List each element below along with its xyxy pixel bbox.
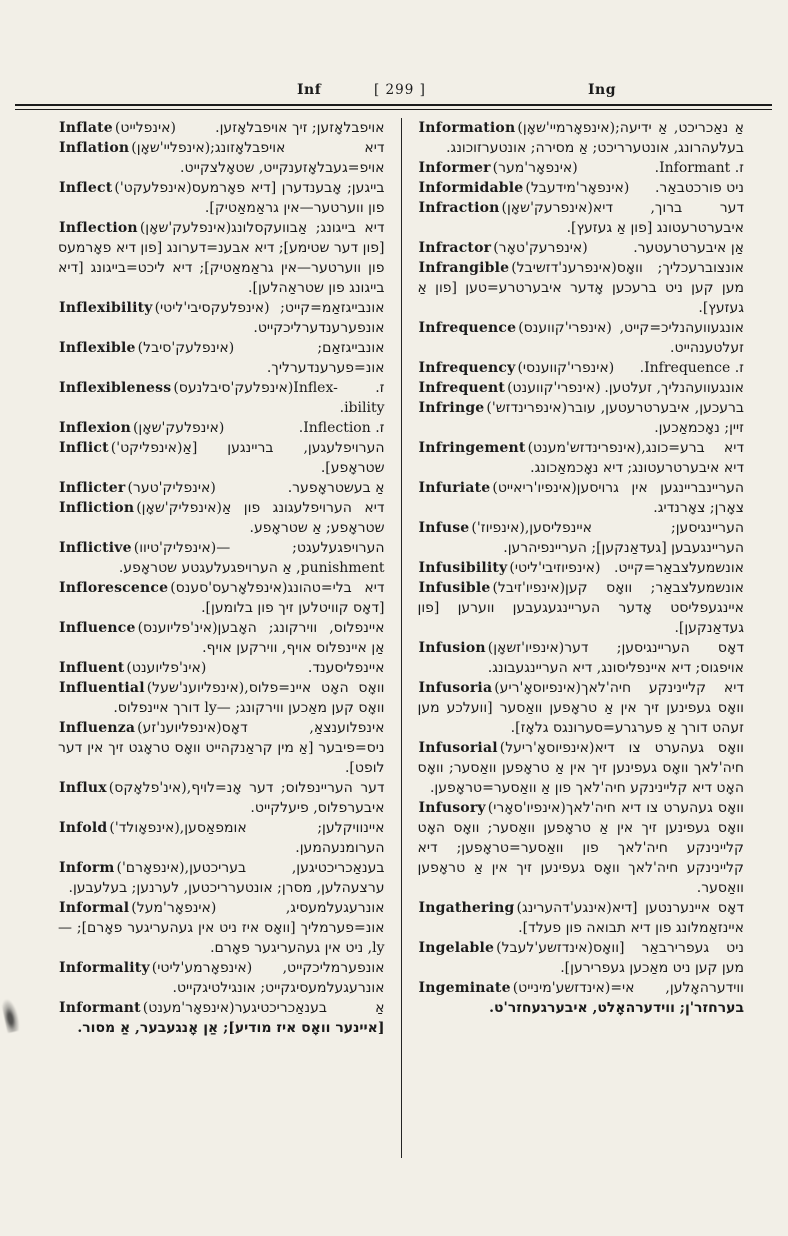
dictionary-entry: [418, 898, 745, 938]
headword: Infuse: [418, 520, 470, 536]
dictionary-entry: [58, 138, 385, 178]
headword-transliteration: (אינפרי'קווענס): [518, 320, 612, 336]
definition-text: איינפלוס, ווירקונג; האָבען אַן איינפלוס אויף, ווירקען אויף.: [202, 620, 385, 656]
dictionary-entry: [418, 738, 745, 798]
headword-group: [418, 358, 615, 378]
headword-transliteration: (אינפליוענ'שעל): [146, 680, 245, 696]
headword-group: [418, 938, 593, 958]
headword-group: [58, 378, 293, 398]
dictionary-entry: [58, 858, 385, 898]
headword: Informant: [59, 1000, 141, 1016]
headword-group: [418, 558, 601, 578]
dictionary-entry: [418, 178, 745, 198]
headword-group: [418, 318, 612, 338]
definition-text: הערויפלעגען, בריינגען [אַ שטראָפע].: [182, 440, 385, 476]
headword-transliteration: (אינפיו'זשאָן): [487, 640, 565, 656]
definition-text: וואָס געהערט צו דיא חיה'לאך וואָס געפינען זיך אין אַ טראָפען וואַסער; וואָס האָט קליינינקע חיה'לאך פון וואַסער=טראָפען; דיא קליינינקע חיה'לאך וואָס געפינען זיך אין אַ טראָפען וואַסער.: [417, 800, 744, 896]
headword-transliteration: (אינפיוסאָ'ריעל): [499, 740, 595, 756]
headword-group: [58, 658, 206, 678]
headword-group: [58, 678, 244, 698]
definition-text: איינוויקלען; אומפאַסען, הערומנעהמען.: [179, 820, 385, 856]
definition-text: הערויפגעלעגט; —punishment, אַ הערויפגעלעגטע שטראָפע.: [118, 540, 385, 576]
dictionary-entry: [418, 678, 745, 738]
headword-transliteration: (אינפיו'ריאייט): [492, 480, 577, 496]
definition-text: אונבייגזאַם; אונ=פערענדערליך.: [266, 340, 385, 376]
dictionary-entry: [58, 478, 385, 498]
headword-group: [418, 438, 642, 458]
headword-group: [418, 638, 565, 658]
definition-text: דיא הערויפלעגונג פון אַ שטראָפע; אַ שטראָפע.: [221, 500, 385, 536]
headword-transliteration: (אינפאָרם'): [116, 860, 185, 876]
headword-group: [58, 138, 210, 158]
definition-text: דיא ברע=כונג, דיא איבערטרעטונג; דיא נאָכמאַכונג.: [530, 440, 744, 476]
column-divider: [401, 118, 402, 1158]
headword-transliteration: (אינפלאָרעס'סענס): [170, 580, 288, 596]
headword-transliteration: (אינפאָר'מענט): [142, 1000, 235, 1016]
definition-text: ווידערהאָלען, אי=: [610, 980, 744, 996]
dictionary-entry: [418, 318, 745, 358]
dictionary-entry: [58, 818, 385, 858]
definition-text: אַ בענאַכריכטיגער: [234, 1000, 385, 1016]
definition-text: דיא קליינינקע חיה'לאך וואָס געפינען זיך אין אַ טראָפען וואַסער [וועלכע מען זעהט דורך אַ פערגרע=סערונגס גלאָז].: [417, 680, 744, 736]
definition-text: ז. Inflex-ibility.: [293, 380, 385, 416]
headword: Inflexible: [59, 340, 136, 356]
headword: Infuriate: [418, 480, 491, 496]
headword: Ingathering: [418, 900, 515, 916]
definition-text: דער העריינפלוס; דער אָנ=לויף, איבערפלוס, פיעלקייט.: [186, 780, 385, 816]
definition-text: בענאַכריכטיגען, בעריכטען, ערצעהלען, מסרן; אונטערריכטען, לערנען; בעלעבען.: [68, 860, 385, 896]
headword-group: [58, 538, 216, 558]
dictionary-entry: [418, 118, 745, 158]
headword-transliteration: (אינפיו'זיבל): [492, 580, 566, 596]
definition-text: העריינבריינגען אין גרויסען צאָרן; צאָרנדיג.: [576, 480, 744, 516]
headword-transliteration: (אינ'פליוענס): [137, 620, 218, 636]
headword-transliteration: (אינפרעק'שאָן): [501, 200, 593, 216]
headword-group: [58, 778, 187, 798]
headword: Informidable: [418, 180, 524, 196]
headword-transliteration: (אינגע'דהערינג): [516, 900, 612, 916]
headword-transliteration: (אינפיו'סאָרי): [487, 800, 566, 816]
definition-text: אונשמעלצבאַר=קייט.: [613, 560, 744, 576]
headword-transliteration: (אינפאָרמע'ליטי): [151, 960, 253, 976]
headword-transliteration: (אינדזשע'לעבל): [496, 940, 593, 956]
headword: Inflorescence: [59, 580, 169, 596]
headword: Infraction: [418, 200, 500, 216]
headword-transliteration: (אינפליק'טיוו): [133, 540, 217, 556]
headword-transliteration: (אינפאָר'מעל): [131, 900, 217, 916]
dictionary-entry: [58, 778, 385, 818]
headword: Inflictive: [59, 540, 132, 556]
dictionary-entry: [418, 158, 745, 178]
headword: Infusory: [418, 800, 486, 816]
headword-group: [58, 478, 216, 498]
dictionary-entry: [58, 578, 385, 618]
headword: Infusoria: [418, 680, 493, 696]
definition-text: ז. Informant.: [654, 160, 744, 176]
dictionary-entry: [418, 518, 745, 558]
ink-smudge: [1, 997, 22, 1033]
headword-transliteration: (אינפרעק'טאָר): [493, 240, 588, 256]
dictionary-entry: [58, 658, 385, 678]
headword: Infrequence: [418, 320, 517, 336]
definition-text: אונבייגזאַמ=קייט; אונפערענדערליכקייט.: [253, 300, 385, 336]
definition-text: אויפבלאָזען; זיך אויפבלאָזען.: [215, 120, 385, 136]
headword-transliteration: (אינפאָולד'): [109, 820, 180, 836]
definition-text-bold: [איינער וואָס איז מודיע]; אַן אָנגעבער, אַ מסור.: [77, 1020, 385, 1036]
headword-transliteration: (אינפרענ'דזשיבל): [511, 260, 617, 276]
headword: Inflict: [59, 440, 109, 456]
headword-group: [418, 898, 612, 918]
dictionary-entry: [418, 378, 745, 398]
dictionary-entry: [58, 418, 385, 438]
headword: Ingelable: [418, 940, 495, 956]
headword-transliteration: (אינפלעק'שאָן): [139, 220, 232, 236]
dictionary-entry: [58, 378, 385, 418]
definition-text: דער ברוך, דיא איבערטרעטונג [פון אַ געזעץ].: [566, 200, 744, 236]
headword-transliteration: (אינפרי'קווענט): [507, 380, 601, 396]
headword-transliteration: (אינפלעקט'): [114, 180, 192, 196]
headword-transliteration: (אינפליוענ'זע): [137, 720, 222, 736]
headword-transliteration: (אינ'פליוענט): [126, 660, 207, 676]
dictionary-entry: [58, 898, 385, 958]
headword-group: [58, 998, 235, 1018]
headword: Infliction: [59, 500, 135, 516]
definition-text: אונפערמליכקייט, אונרעגעלמעסיגקייט; אונגילטיגקייט.: [172, 960, 385, 996]
headword: Ingeminate: [418, 980, 511, 996]
definition-text: אונרעגעלמעסיג, אונ=פערמליך [וואָס איז ניט אין געהעריגער פאָרם]; —ly, ניט אין געהעריגער פאָרם.: [58, 900, 385, 956]
headword-transliteration: (אינפיוז'): [471, 520, 525, 536]
headword-group: [58, 818, 180, 838]
dictionary-columns: [58, 118, 744, 1204]
definition-text: אַ נאַכריכט, אַ ידיעה; בעלעהרונג, אונטערריכט; אַ מסירה; אונטערזוכונג.: [446, 120, 744, 156]
headword-transliteration: (אינפלעק'סיבלנעס): [173, 380, 294, 396]
dictionary-entry: [418, 638, 745, 678]
dictionary-entry: [58, 498, 385, 538]
dictionary-entry: [418, 238, 745, 258]
headword-transliteration: (אינפרינדזש'): [486, 400, 568, 416]
headword-group: [418, 578, 566, 598]
headword: Infusibility: [418, 560, 508, 576]
dictionary-entry: [418, 358, 745, 378]
dictionary-entry: [58, 958, 385, 998]
headword-group: [418, 258, 617, 278]
definition-text: אונשמעלצבאַר; וואָס קען איינגעפליסט אָדער העריינגעגעבען ווערען [פון געדאַנקען].: [417, 580, 744, 636]
definition-text: אונגעוועהנליכ=קייט, זעלטענהייט.: [619, 320, 744, 356]
definition-text: דיא אויפבלאָזונג; אויפ=געבלאָזענקייט, שטאָלצקייט.: [180, 140, 385, 176]
headword-group: [418, 478, 577, 498]
headword: Inflate: [59, 120, 113, 136]
dictionary-entry: [418, 578, 745, 638]
headword-group: [58, 418, 224, 438]
definition-text: אונצוברעכליך; וואָס מען קען ניט ברעכען אָדער איבערטרע=טען [פון אַ געזעץ].: [417, 260, 744, 316]
headword-transliteration: (אינפלעק'שאָן): [132, 420, 225, 436]
headword-group: [58, 958, 252, 978]
definition-text: דאָס העריינגיסען; דער אויפגוס; דיא איינפליסונג, דיא העריינגעבונג.: [487, 640, 744, 676]
headword-group: [418, 518, 525, 538]
headword: Infringe: [418, 400, 485, 416]
definition-text: העריינגיסען; איינפליסען, העריינגעבען [געדאַנקען]; העריינפיהרען.: [503, 520, 744, 556]
headword-group: [58, 858, 185, 878]
headword: Informal: [59, 900, 130, 916]
headword-group: [58, 438, 183, 458]
headword-transliteration: (אינפאָר'מידעבל): [525, 180, 630, 196]
dictionary-entry: [418, 978, 745, 1018]
headword-transliteration: (אינפלייט): [114, 120, 176, 136]
definition-text: וואָס געהערט צו דיא חיה'לאך וואָס געפינען זיך אין אַ טראָפען וואַסער; וואָס האָט דיא קליינינקע חיה'לאך פון אַ וואַסער=טראָפען.: [417, 740, 744, 796]
definition-text: אַ בעשטראָפער.: [287, 480, 385, 496]
headword-transliteration: (אינפליק'טער): [127, 480, 216, 496]
headword: Infractor: [418, 240, 492, 256]
definition-text: ניט געפרירבאַר [וואָס מען קען ניט מאַכען געפרירען].: [560, 940, 744, 976]
headword-transliteration: (אינפאָר'מער): [492, 160, 578, 176]
definition-text: דיא בלי=טהונג [דאָס קוויטלען זיך פון בלומען].: [201, 580, 385, 616]
headword-group: [418, 198, 593, 218]
left-column: [58, 118, 385, 1204]
headword-transliteration: (אינ'פלאָקס): [108, 780, 187, 796]
definition-text: ניט פורכטבאַר.: [654, 180, 744, 196]
guide-word-left: Inf: [297, 82, 322, 98]
definition-text: אַן איבערטרעטער.: [633, 240, 744, 256]
headword-transliteration: (אינפיוסאָ'ריע): [494, 680, 582, 696]
headword: Inflexibility: [59, 300, 153, 316]
headword-transliteration: (אינפיוזיבי'ליטי): [509, 560, 601, 576]
dictionary-entry: [58, 678, 385, 718]
dictionary-entry: [58, 178, 385, 218]
definition-text: ז. Infrequence.: [639, 360, 744, 376]
dictionary-entry: [418, 938, 745, 978]
headword-group: [418, 798, 566, 818]
definition-text-bold: בערחזר'ן; ווידערהאָלט, איבערגעחזר'ט.: [489, 1000, 744, 1016]
headword-group: [418, 678, 582, 698]
headword: Infusion: [418, 640, 486, 656]
dictionary-entry: [418, 558, 745, 578]
headword: Infusible: [418, 580, 491, 596]
headword: Influenza: [59, 720, 136, 736]
guide-word-right: Ing: [588, 82, 617, 98]
definition-text: אינפלוענצאַ, דאָס ניס=פיבער [אַ מין קראַנקהייט וואָס טראָגט זיך אין דער לופט].: [58, 720, 385, 776]
headword-group: [58, 898, 216, 918]
dictionary-entry: [58, 298, 385, 338]
definition-text: ז. Inflection.: [298, 420, 385, 436]
headword: Information: [418, 120, 516, 136]
headword-group: [58, 498, 222, 518]
headword-group: [418, 118, 616, 138]
headword: Informer: [418, 160, 491, 176]
dictionary-entry: [58, 538, 385, 578]
headword: Inflect: [59, 180, 113, 196]
headword: Inflation: [59, 140, 130, 156]
dictionary-entry: [58, 618, 385, 658]
headword-group: [58, 578, 287, 598]
headword-transliteration: (אינפאָרמיי'שאָן): [517, 120, 616, 136]
definition-text: איינפליסענד.: [307, 660, 385, 676]
headword: Inflexibleness: [59, 380, 172, 396]
headword-transliteration: (אינפליק'שאָן): [136, 500, 222, 516]
headword: Influential: [59, 680, 145, 696]
headword: Influent: [59, 660, 125, 676]
dictionary-entry: [418, 798, 745, 898]
headword: Infusorial: [418, 740, 498, 756]
dictionary-entry: [58, 438, 385, 478]
dictionary-entry: [58, 218, 385, 298]
headword-transliteration: (אינפלעק'סיבל): [137, 340, 235, 356]
headword: Inflicter: [59, 480, 126, 496]
headword-group: [418, 378, 601, 398]
headword-group: [58, 118, 176, 138]
headword-group: [58, 618, 218, 638]
headword-transliteration: (אינפלעקסיבי'ליטי): [154, 300, 270, 316]
headword: Inflection: [59, 220, 138, 236]
headword-group: [418, 178, 630, 198]
headword: Infold: [59, 820, 108, 836]
headword-group: [418, 978, 611, 998]
headword-transliteration: (אינפליקט'): [110, 440, 183, 456]
headword-group: [58, 338, 234, 358]
headword-transliteration: (אינדזשע'מינייט): [512, 980, 611, 996]
dictionary-entry: [58, 118, 385, 138]
headword-group: [418, 738, 595, 758]
headword-group: [58, 298, 270, 318]
headword: Infringement: [418, 440, 526, 456]
dictionary-entry: [418, 438, 745, 478]
headword-group: [58, 718, 222, 738]
headword: Inform: [59, 860, 115, 876]
definition-text: דיא בייגונג; אַבוועקסלונג [פון דער שטימע]; דיא אבענ=דערונג [פון דיא פאָרמעס פון ווערטער—אין גראַמאַטיק]; דיא ליכט=בייגונג [דיא בייגונג פון שטראַהלען].: [58, 220, 385, 296]
headword-group: [58, 178, 192, 198]
headword-transliteration: (אינפרינדזש'מענט): [527, 440, 642, 456]
headword-group: [58, 218, 231, 238]
dictionary-entry: [418, 258, 745, 318]
dictionary-entry: [58, 718, 385, 778]
right-column: [418, 118, 745, 1204]
definition-text: דאָס איינערנטען [דיא איינזאַמלונג פון דיא תבואה פון פעלד].: [518, 900, 744, 936]
headword-transliteration: (אינפליי'שאָן): [131, 140, 211, 156]
headword: Infrangible: [418, 260, 510, 276]
dictionary-entry: [58, 338, 385, 378]
header-double-rule: [15, 104, 772, 110]
headword-transliteration: (אינפרי'קווענסי): [517, 360, 615, 376]
headword-group: [418, 238, 588, 258]
headword: Inflexion: [59, 420, 131, 436]
page-header: [0, 82, 788, 102]
headword-group: [418, 398, 568, 418]
headword-group: [418, 158, 578, 178]
page-number: [ 299 ]: [374, 82, 426, 98]
dictionary-entry: [58, 998, 385, 1038]
dictionary-entry: [418, 478, 745, 518]
headword: Infrequency: [418, 360, 516, 376]
dictionary-entry: [418, 398, 745, 438]
headword: Influx: [59, 780, 107, 796]
definition-text: בייגען; אָבענדערן [דיא פאָרמעס פון ווערטער—אין גראַמאַטיק].: [191, 180, 385, 216]
headword: Infrequent: [418, 380, 506, 396]
definition-text: וואָס האָט איינ=פלוס, וואָס קען מאַכען ווירקונג; —ly דורך איינפלוס.: [113, 680, 385, 716]
headword: Informality: [59, 960, 150, 976]
headword: Influence: [59, 620, 136, 636]
definition-text: ברעכען, איבערטרעטען, עובר זיין; נאָכמאַכען.: [567, 400, 744, 436]
dictionary-entry: [418, 198, 745, 238]
definition-text: אונגעוועהנליך, זעלטען.: [604, 380, 744, 396]
